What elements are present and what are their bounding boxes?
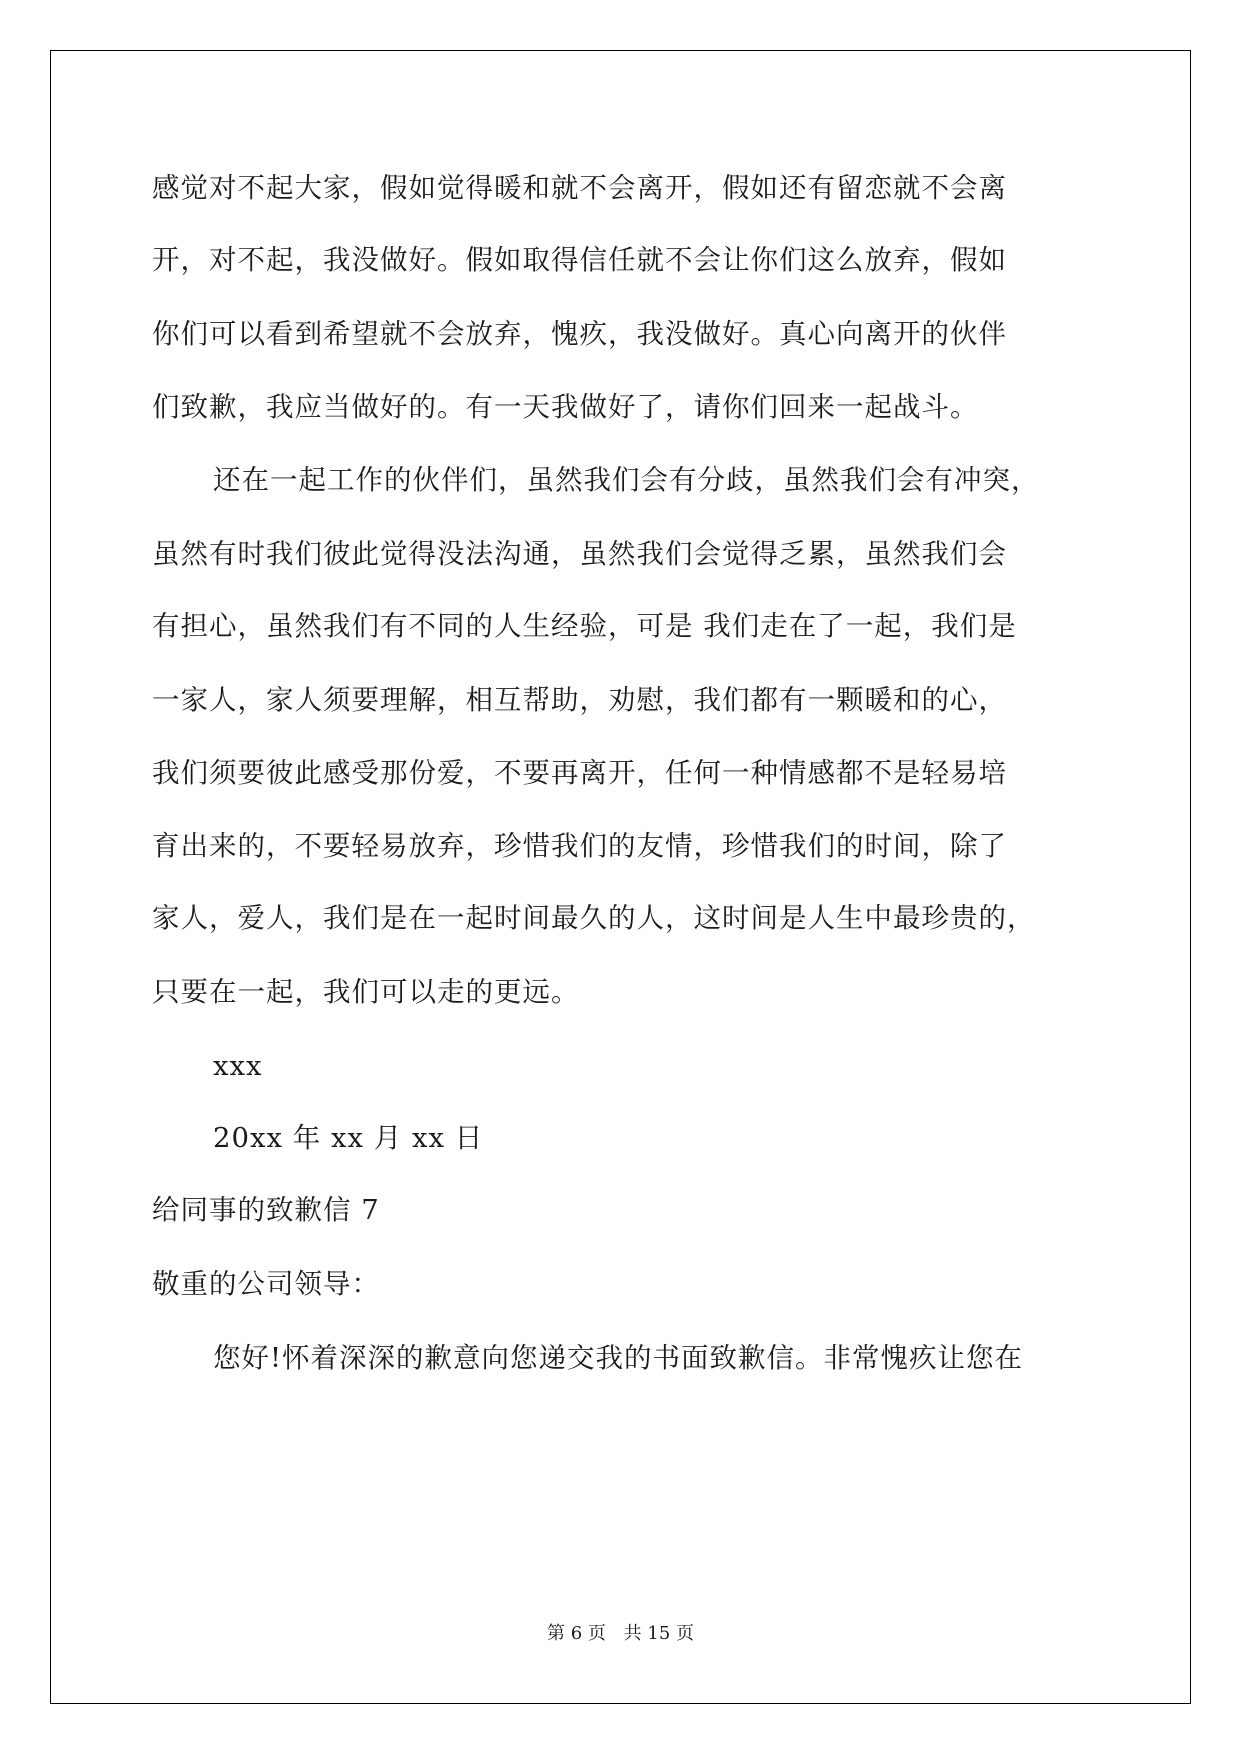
body-line-6: 虽然有时我们彼此觉得没法沟通，虽然我们会觉得乏累，虽然我们会 (152, 538, 1007, 570)
body-line-7: 有担心，虽然我们有不同的人生经验，可是 我们走在了一起，我们是 (152, 610, 1017, 642)
body-line-8: 一家人，家人须要理解，相互帮助，劝慰，我们都有一颗暖和的心， (152, 684, 1007, 716)
page-total: 共 15 页 (623, 1623, 694, 1644)
signature: xxx (213, 1050, 263, 1082)
page-number: 第 6 页 (547, 1623, 606, 1644)
body-line-3: 你们可以看到希望就不会放弃，愧疚，我没做好。真心向离开的伙伴 (152, 318, 1007, 350)
body-line-4: 们致歉，我应当做好的。有一天我做好了，请你们回来一起战斗。 (152, 391, 979, 423)
date-line: 20xx 年 xx 月 xx 日 (213, 1122, 484, 1154)
body-line-9: 我们须要彼此感受那份爱，不要再离开，任何一种情感都不是轻易培 (152, 757, 1007, 789)
body-line-11: 家人，爱人，我们是在一起时间最久的人，这时间是人生中最珍贵的， (152, 902, 1036, 934)
section-title: 给同事的致歉信 7 (152, 1194, 380, 1226)
page-footer (0, 1623, 1241, 1645)
body-line-10: 育出来的，不要轻易放弃，珍惜我们的友情，珍惜我们的时间，除了 (152, 830, 1007, 862)
body-line-2: 开，对不起，我没做好。假如取得信任就不会让你们这么放弃，假如 (152, 244, 1007, 276)
page-frame (50, 50, 1191, 1704)
body-line-5: 还在一起工作的伙伴们，虽然我们会有分歧，虽然我们会有冲突， (213, 464, 1040, 496)
salutation: 敬重的公司领导： (152, 1268, 380, 1300)
body-line-12: 只要在一起，我们可以走的更远。 (152, 976, 580, 1008)
body-line-17: 您好!怀着深深的歉意向您递交我的书面致歉信。非常愧疚让您在 (213, 1342, 1024, 1374)
body-line-1: 感觉对不起大家，假如觉得暖和就不会离开，假如还有留恋就不会离 (152, 172, 1007, 204)
